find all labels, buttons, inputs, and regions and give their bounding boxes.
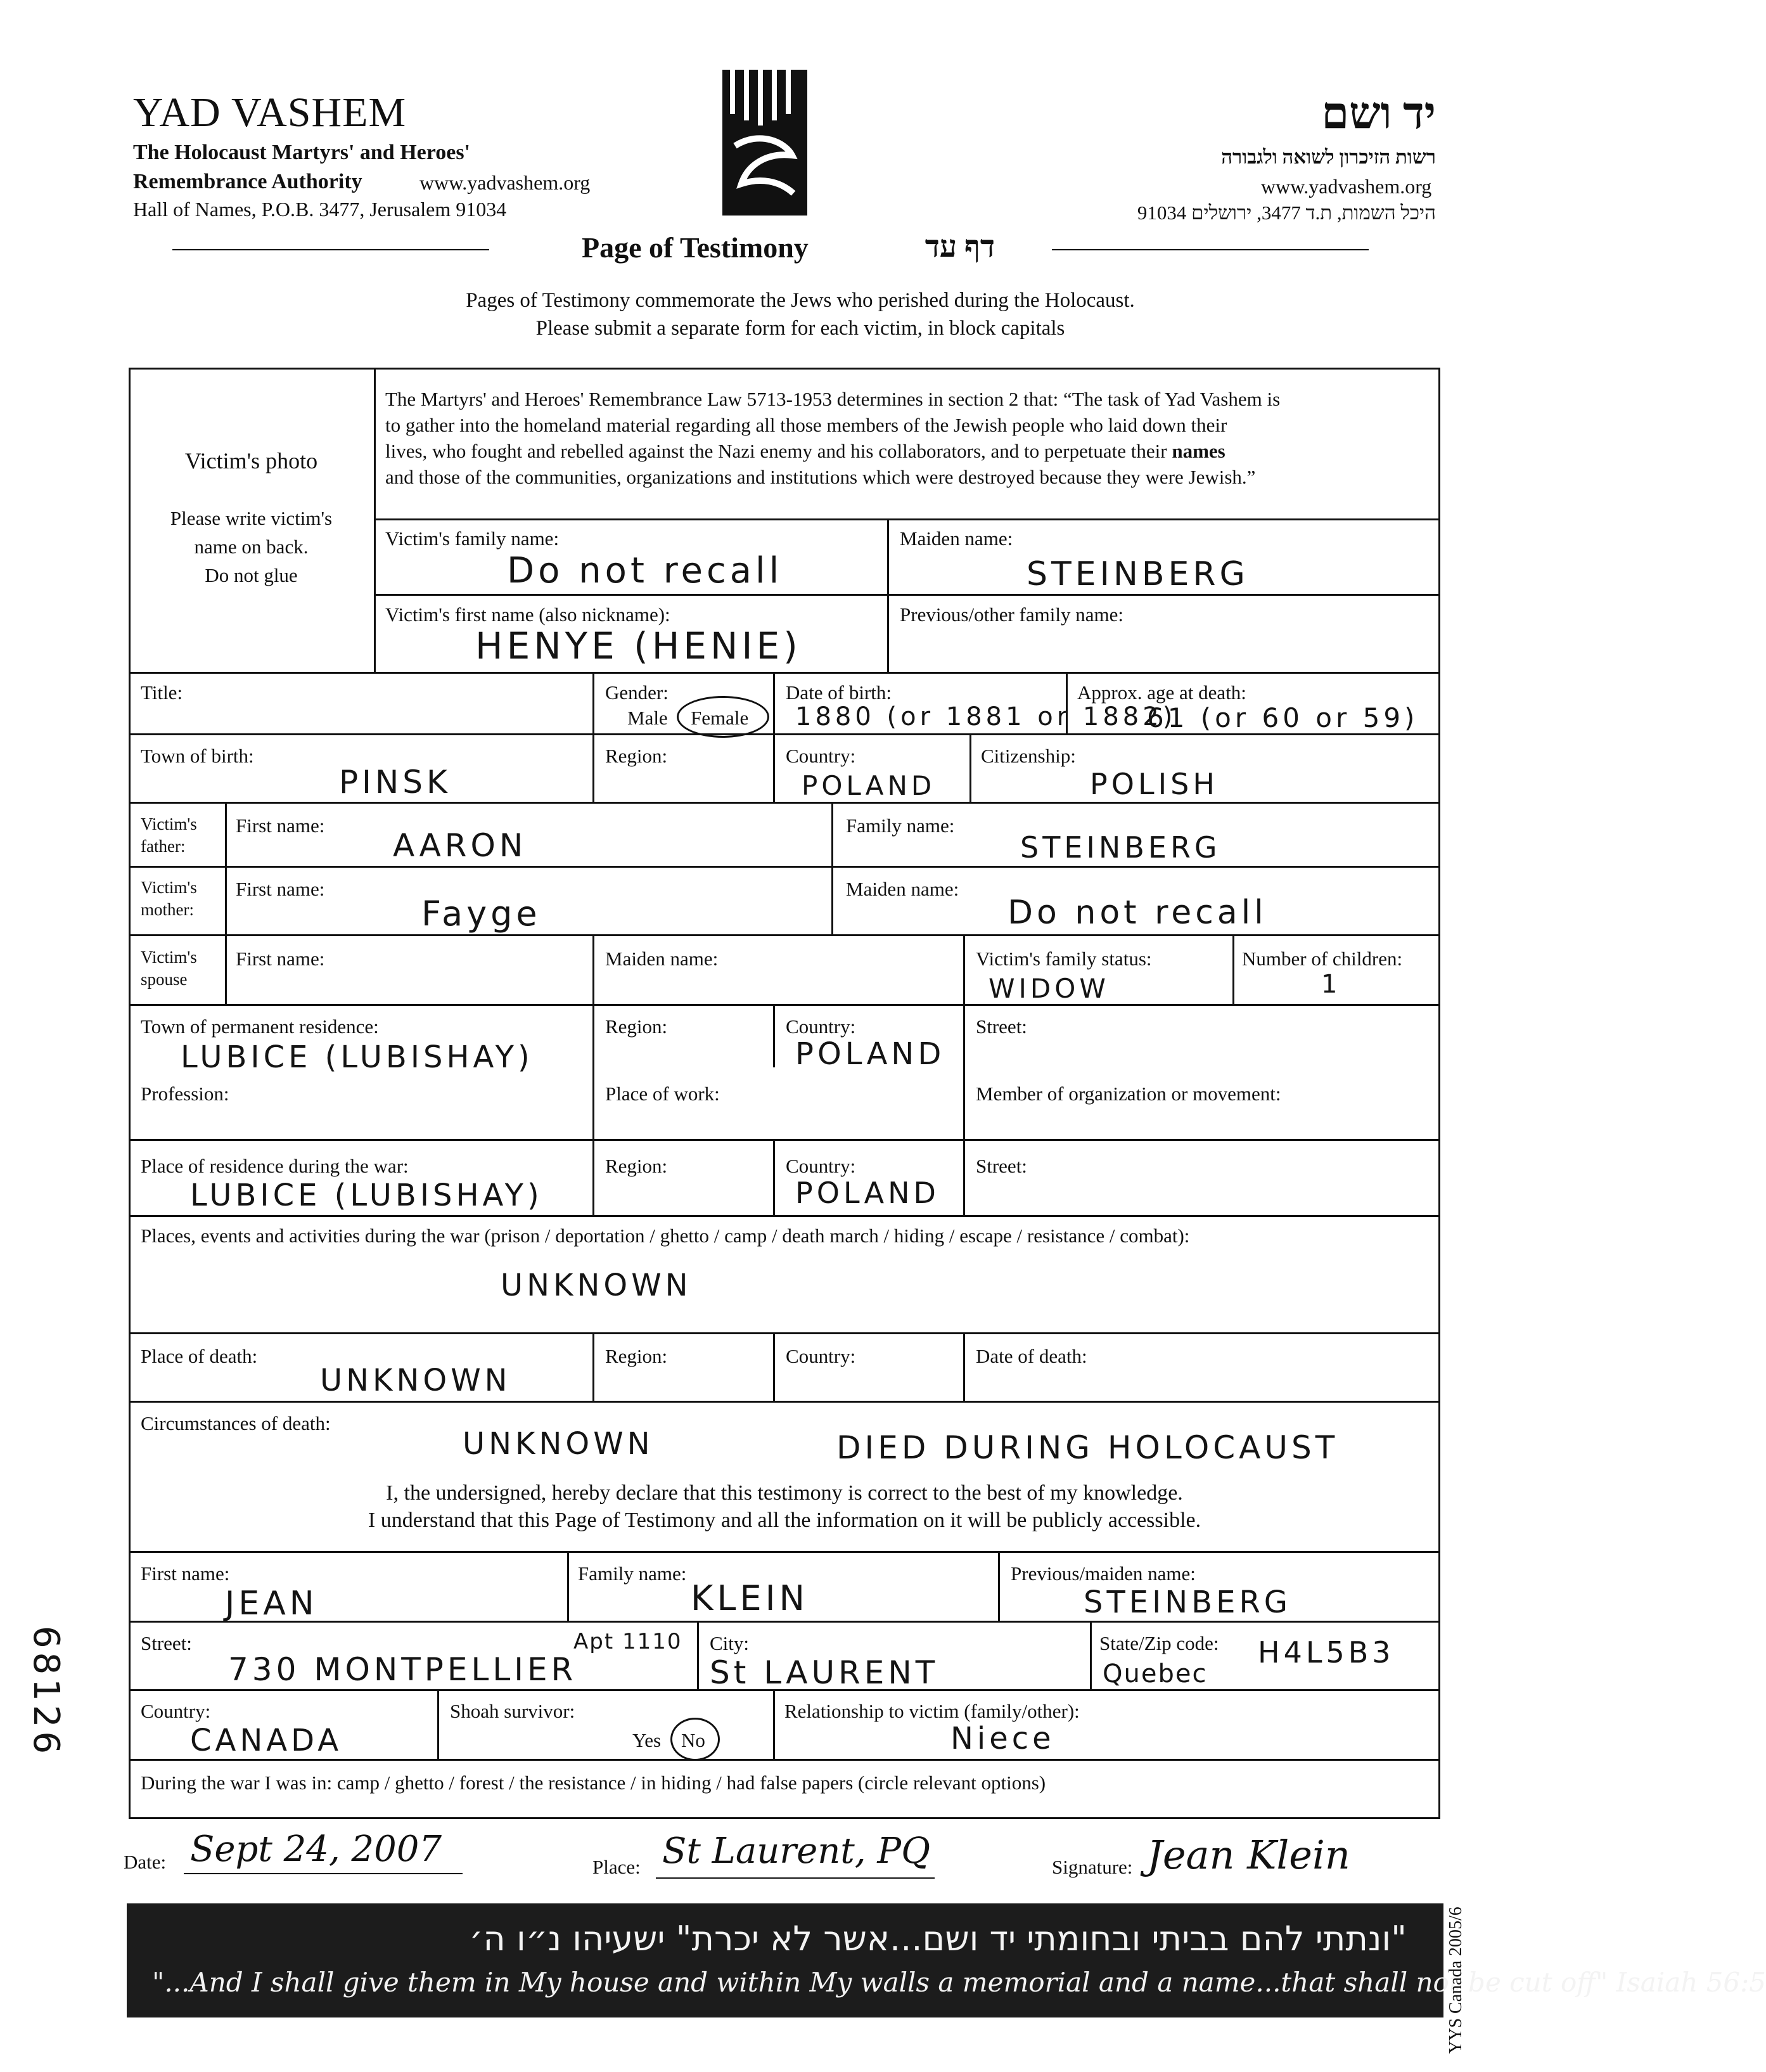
submitter-city-label: City: (710, 1632, 750, 1654)
circumstances-value-1[interactable]: UNKNOWN (463, 1426, 654, 1462)
father-first-label: First name: (236, 814, 325, 837)
place-death-value[interactable]: UNKNOWN (320, 1363, 511, 1398)
place-underline (656, 1877, 935, 1879)
gender-male[interactable]: Male (627, 707, 668, 729)
citizenship-label: Citizenship: (981, 745, 1076, 767)
region-residence-label: Region: (605, 1015, 668, 1038)
intro-line1: Pages of Testimony commemorate the Jews who perished during the Holocaust. (466, 289, 1135, 312)
family-status-label: Victim's family status: (976, 948, 1152, 970)
org-line1: The Holocaust Martyrs' and Heroes' (133, 141, 470, 164)
mother-label-1: Victim's (141, 878, 197, 897)
date-value[interactable]: Sept 24, 2007 (190, 1829, 442, 1870)
town-residence-label: Town of permanent residence: (141, 1015, 379, 1038)
places-events-label: Places, events and activities during the war (prison / deportation / ghetto / camp / death march / hiding / escape / resistance / combat): (141, 1225, 1190, 1247)
father-first-value[interactable]: AARON (393, 827, 527, 864)
approx-age-label: Approx. age at death: (1077, 681, 1246, 704)
family-name-label: Victim's family name: (385, 527, 560, 550)
submitter-state-value[interactable]: Quebec (1103, 1659, 1208, 1689)
country-birth-label: Country: (786, 745, 856, 767)
mother-first-label: First name: (236, 878, 325, 900)
place-death-label: Place of death: (141, 1345, 258, 1367)
father-label-2: father: (141, 837, 186, 856)
prev-family-name-label: Previous/other family name: (900, 603, 1123, 626)
mother-maiden-label: Maiden name: (846, 878, 959, 900)
member-org-label: Member of organization or movement: (976, 1083, 1281, 1105)
he-org-name: יד ושם (1321, 89, 1436, 138)
dob-value[interactable]: 1880 (or 1881 or 1882) (795, 702, 1177, 731)
submitter-street-label: Street: (141, 1632, 192, 1654)
country-war-value[interactable]: POLAND (795, 1176, 940, 1210)
date-death-label: Date of death: (976, 1345, 1087, 1367)
family-status-value[interactable]: WIDOW (989, 973, 1110, 1004)
footer-quote-he: "ונתתי להם בביתי ובחומתי יד ושם...אשר לא יכרת" ישעיהו נ״ו ה׳ (469, 1919, 1407, 1959)
header-rule-right (1052, 249, 1369, 250)
first-name-label: Victim's first name (also nickname): (385, 603, 670, 626)
law-line3 (385, 440, 1225, 463)
org-name: YAD VASHEM (133, 89, 407, 136)
submitter-family-label: Family name: (578, 1562, 687, 1585)
submitter-country-label: Country: (141, 1700, 211, 1722)
law-line3-text: lives, who fought and rebelled against the Nazi enemy and his collaborators, and to perpetuate their (385, 440, 1167, 462)
submitter-state-zip-label: State/Zip code: (1099, 1632, 1219, 1654)
side-code: YYS Canada 2005/6 (1446, 1907, 1466, 2054)
intro-line2: Please submit a separate form for each victim, in block capitals (535, 317, 1065, 340)
gender-female[interactable]: Female (691, 707, 749, 729)
submitter-zip-value[interactable]: H4L5B3 (1258, 1635, 1395, 1670)
law-line4: and those of the communities, organizations and institutions which were destroyed because they were Jewish.” (385, 466, 1256, 488)
first-name-value[interactable]: HENYE (HENIE) (475, 624, 802, 667)
country-birth-value[interactable]: POLAND (802, 770, 936, 801)
town-birth-label: Town of birth: (141, 745, 254, 767)
form-title: Page of Testimony (582, 231, 809, 264)
photo-title: Victim's photo (184, 448, 318, 473)
shoah-yes[interactable]: Yes (632, 1729, 662, 1751)
place-value[interactable]: St Laurent, PQ (662, 1831, 930, 1872)
spouse-label-2: spouse (141, 970, 188, 989)
profession-label: Profession: (141, 1083, 229, 1105)
shoah-survivor-label: Shoah survivor: (450, 1700, 575, 1722)
region-war-label: Region: (605, 1155, 668, 1177)
yad-vashem-logo (722, 70, 807, 216)
country-residence-value[interactable]: POLAND (795, 1036, 945, 1072)
law-line1: The Martyrs' and Heroes' Remembrance Law 5713-1953 determines in section 2 that: “The task of Yad Vashem is (385, 388, 1281, 410)
town-birth-value[interactable]: PINSK (339, 764, 451, 801)
signature-label: Signature: (1052, 1856, 1133, 1878)
footer-quote-en: "...And I shall give them in My house and within My walls a memorial and a name...that shall not be cut off" Isaiah 56:5 (152, 1967, 1766, 1998)
relationship-value[interactable]: Niece (950, 1721, 1055, 1756)
he-website[interactable]: www.yadvashem.org (1261, 175, 1432, 198)
country-residence-label: Country: (786, 1015, 856, 1038)
gender-female-circle (677, 696, 769, 738)
date-label: Date: (124, 1851, 167, 1873)
shoah-no[interactable]: No (681, 1729, 705, 1751)
circumstances-value-2[interactable]: DIED DURING HOLOCAUST (836, 1429, 1339, 1466)
title-label: Title: (141, 681, 183, 704)
submitter-prev-maiden-label: Previous/maiden name: (1011, 1562, 1196, 1585)
submitter-family-value[interactable]: KLEIN (691, 1578, 809, 1618)
he-address: היכל השמות, ת.ד 3477, ירושלים 91034 (1137, 202, 1436, 224)
submitter-first-value[interactable]: JEAN (225, 1585, 318, 1623)
town-residence-value[interactable]: LUBICE (LUBISHAY) (181, 1039, 534, 1075)
submitter-street-value[interactable]: 730 MONTPELLIER (228, 1651, 577, 1688)
residence-war-value[interactable]: LUBICE (LUBISHAY) (190, 1178, 543, 1213)
org-website[interactable]: www.yadvashem.org (419, 171, 591, 194)
shoah-no-circle (670, 1718, 720, 1761)
maiden-name-label: Maiden name: (900, 527, 1013, 550)
residence-war-label: Place of residence during the war: (141, 1155, 409, 1177)
form-title-he: דף עד (925, 230, 995, 264)
street-war-label: Street: (976, 1155, 1027, 1177)
father-label-1: Victim's (141, 814, 197, 833)
maiden-name-value[interactable]: STEINBERG (1027, 555, 1249, 593)
submitter-prev-maiden-value[interactable]: STEINBERG (1084, 1585, 1291, 1620)
declaration-line2: I understand that this Page of Testimony and all the information on it will be publicly accessible. (368, 1509, 1201, 1532)
he-org-line1: רשות הזיכרון לשואה ולגבורה (1221, 146, 1436, 168)
submitter-city-value[interactable]: St LAURENT (710, 1654, 939, 1691)
num-children-value[interactable]: 1 (1321, 970, 1341, 999)
region-death-label: Region: (605, 1345, 668, 1367)
citizenship-value[interactable]: POLISH (1090, 767, 1219, 801)
photo-note3: Do not glue (205, 564, 298, 586)
num-children-label: Number of children: (1242, 948, 1403, 970)
family-name-value[interactable]: Do not recall (507, 550, 783, 591)
father-family-value[interactable]: STEINBERG (1020, 830, 1221, 865)
declaration-line1: I, the undersigned, hereby declare that this testimony is correct to the best of my knowledge. (386, 1481, 1183, 1505)
street-residence-label: Street: (976, 1015, 1027, 1038)
photo-note1: Please write victim's (170, 507, 333, 529)
region-birth-label: Region: (605, 745, 668, 767)
dob-label: Date of birth: (786, 681, 892, 704)
spouse-first-label: First name: (236, 948, 325, 970)
gender-label: Gender: (605, 681, 669, 704)
date-underline (184, 1873, 463, 1874)
org-line2: Remembrance Authority (133, 170, 362, 193)
during-war-label: During the war I was in: camp / ghetto / forest / the resistance / in hiding / had false papers (circle relevant options) (141, 1772, 1046, 1794)
spouse-label-1: Victim's (141, 948, 197, 967)
submitter-country-value[interactable]: CANADA (190, 1723, 343, 1758)
spouse-maiden-label: Maiden name: (605, 948, 719, 970)
country-death-label: Country: (786, 1345, 856, 1367)
place-of-work-label: Place of work: (605, 1083, 720, 1105)
signature-value[interactable]: Jean Klein (1147, 1832, 1350, 1878)
mother-first-value[interactable]: Fayge (421, 894, 541, 934)
mother-label-2: mother: (141, 900, 194, 919)
org-address: Hall of Names, P.O.B. 3477, Jerusalem 91034 (133, 198, 507, 221)
country-war-label: Country: (786, 1155, 856, 1177)
submitter-first-label: First name: (141, 1562, 230, 1585)
relationship-label: Relationship to victim (family/other): (784, 1700, 1080, 1722)
places-events-value[interactable]: UNKNOWN (501, 1268, 692, 1303)
margin-note: 68126 (25, 1626, 67, 1758)
mother-maiden-value[interactable]: Do not recall (1008, 894, 1267, 932)
place-label: Place: (592, 1856, 641, 1878)
approx-age-value[interactable]: 61 (or 60 or 59) (1147, 702, 1419, 733)
law-line2: to gather into the homeland material regarding all those members of the Jewish people who laid down their (385, 414, 1227, 436)
submitter-apt-value[interactable]: Apt 1110 (573, 1629, 682, 1654)
law-names-bold: names (1172, 440, 1225, 462)
header-rule-left (172, 249, 489, 250)
father-family-label: Family name: (846, 814, 955, 837)
photo-note2: name on back. (194, 536, 309, 558)
circumstances-label: Circumstances of death: (141, 1412, 331, 1434)
